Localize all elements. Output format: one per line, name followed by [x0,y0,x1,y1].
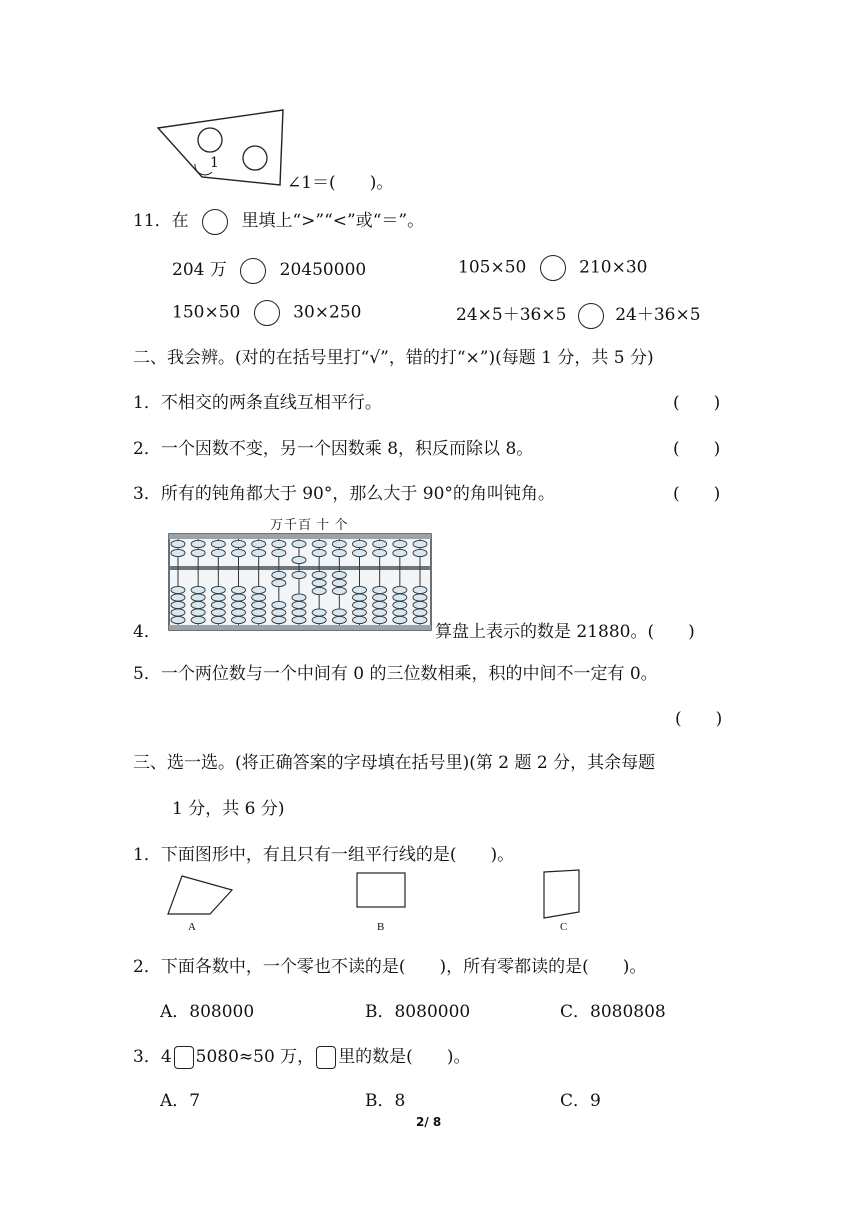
abacus-bead [232,616,246,623]
abacus-bead [353,586,367,593]
abacus-bottom-rail [169,625,431,630]
abacus-bead [413,540,427,547]
answer-paren[interactable]: ( ) [673,439,721,459]
abacus-bead [312,609,326,616]
abacus-bead [312,616,326,623]
abacus-bead [252,549,266,556]
s2-q5: 5．一个两位数与一个中间有 0 的三位数相乘，积的中间不一定有 0。 [133,664,658,684]
abacus-bead [252,540,266,547]
option-c[interactable]: C．9 [560,1091,601,1111]
abacus-bead [373,601,387,608]
compare-item: 204 万 20450000 [172,255,366,284]
abacus-bead [171,601,185,608]
abacus-bead [232,540,246,547]
answer-paren[interactable]: ( ) [673,393,721,413]
abacus-bead [252,594,266,601]
abacus-bead [211,540,225,547]
abacus-bead [353,549,367,556]
shape-a-quadrilateral [166,872,236,918]
abacus-bead [312,571,326,578]
abacus-bead [373,540,387,547]
shape-label-c: C [560,921,568,933]
abacus-bead [413,601,427,608]
abacus-header: 万千百 十 个 [270,517,349,532]
abacus-bead [171,540,185,547]
abacus-bead [353,594,367,601]
abacus-bead [232,601,246,608]
abacus-bead [272,540,286,547]
abacus-bead [272,601,286,608]
s3-q2: 2．下面各数中，一个零也不读的是( )，所有零都读的是( )。 [133,957,647,977]
abacus-bead [272,616,286,623]
answer-circle [202,209,228,235]
abacus-bead [292,540,306,547]
abacus-bead [353,540,367,547]
abacus-bead [292,616,306,623]
option-c[interactable]: C．8080808 [560,1002,666,1022]
abacus-bead [272,609,286,616]
abacus-figure [168,533,433,633]
answer-paren[interactable]: ( ) [675,709,723,729]
abacus-bead [393,549,407,556]
abacus-bead [171,586,185,593]
abacus-bead [252,601,266,608]
abacus-beam [169,566,431,570]
abacus-top-rail [169,534,431,539]
abacus-bead [252,616,266,623]
abacus-bead [232,586,246,593]
s3-q3: 3．4 5080≈50 万， 里的数是( )。 [133,1047,471,1067]
abacus-bead [211,594,225,601]
abacus-bead [272,571,286,578]
abacus-bead [191,540,205,547]
page-number: 2/ 8 [416,1115,442,1129]
triangle-figure [150,100,290,190]
compare-item: 24×5＋36×5 24＋36×5 [456,300,701,329]
abacus-bead [191,586,205,593]
abacus-bead [393,586,407,593]
section-3-title-cont: 1 分，共 6 分) [172,799,285,819]
abacus-bead [292,594,306,601]
answer-paren[interactable]: ( ) [673,484,721,504]
abacus-bead [373,616,387,623]
abacus-bead [292,601,306,608]
abacus-bead [393,601,407,608]
compare-item: 150×50 30×250 [172,300,361,326]
abacus-bead [211,609,225,616]
abacus-bead [292,571,306,578]
option-a[interactable]: A．808000 [160,1002,255,1022]
abacus-bead [191,609,205,616]
abacus-bead [211,549,225,556]
abacus-bead [353,601,367,608]
abacus-bead [211,586,225,593]
s2-q1: 1．不相交的两条直线互相平行。 [133,393,382,413]
s3-q1: 1．下面图形中，有且只有一组平行线的是( )。 [133,845,515,865]
abacus-bead [232,609,246,616]
s2-q4-num: 4． [133,622,161,642]
abacus-bead [171,594,185,601]
abacus-bead [232,594,246,601]
abacus-bead [191,549,205,556]
section-2-title: 二、我会辨。(对的在括号里打“√”，错的打“×”)(每题 1 分，共 5 分) [133,348,654,368]
answer-circle[interactable] [578,303,604,329]
q11-heading: 11．在 里填上“>”“<”或“＝”。 [133,206,424,235]
abacus-bead [332,616,346,623]
abacus-bead [413,586,427,593]
answer-box[interactable] [174,1046,194,1069]
abacus-bead [312,549,326,556]
abacus-bead [171,616,185,623]
abacus-bead [353,616,367,623]
abacus-bead [413,616,427,623]
abacus-bead [393,609,407,616]
answer-box [316,1046,336,1069]
option-b[interactable]: B．8080000 [365,1002,471,1022]
abacus-bead [312,540,326,547]
abacus-bead [292,556,306,563]
q10-angle-text: ∠1＝( )。 [287,173,394,193]
abacus-bead [171,609,185,616]
abacus-bead [332,579,346,586]
abacus-bead [373,594,387,601]
answer-circle[interactable] [240,258,266,284]
abacus-bead [272,549,286,556]
abacus-bead [252,609,266,616]
shape-b-rectangle [356,872,408,912]
shape-label-b: B [377,921,385,933]
abacus-bead [332,609,346,616]
abacus-bead [373,609,387,616]
section-3-title: 三、选一选。(将正确答案的字母填在括号里)(第 2 题 2 分，其余每题 [133,753,656,773]
abacus-bead [272,579,286,586]
abacus-bead [332,549,346,556]
abacus-bead [353,609,367,616]
abacus-bead [373,586,387,593]
shape-c-trapezoid [541,868,583,922]
abacus-bead [332,587,346,594]
abacus-bead [191,594,205,601]
compare-item: 105×50 210×30 [458,255,647,281]
abacus-bead [413,594,427,601]
angle-label: 1 [210,155,219,171]
abacus-bead [191,601,205,608]
abacus-bead [393,540,407,547]
abacus-bead [332,571,346,578]
abacus-bead [171,549,185,556]
s2-q3: 3．所有的钝角都大于 90°，那么大于 90°的角叫钝角。 [133,484,555,504]
abacus-bead [373,549,387,556]
abacus-bead [292,609,306,616]
abacus-bead [191,616,205,623]
s2-q4-text: 算盘上表示的数是 21880。( ) [435,622,695,642]
abacus-bead [413,549,427,556]
option-b[interactable]: B．8 [365,1091,406,1111]
abacus-bead [252,586,266,593]
shape-label-a: A [188,921,196,933]
abacus-bead [332,540,346,547]
abacus-bead [312,579,326,586]
abacus-bead [413,609,427,616]
s2-q2: 2．一个因数不变，另一个因数乘 8，积反而除以 8。 [133,439,534,459]
abacus-bead [211,616,225,623]
abacus-bead [393,594,407,601]
abacus-bead [393,616,407,623]
option-a[interactable]: A．7 [160,1091,201,1111]
answer-circle[interactable] [540,255,566,281]
abacus-bead [211,601,225,608]
answer-circle[interactable] [254,300,280,326]
abacus-bead [312,587,326,594]
abacus-bead [232,549,246,556]
